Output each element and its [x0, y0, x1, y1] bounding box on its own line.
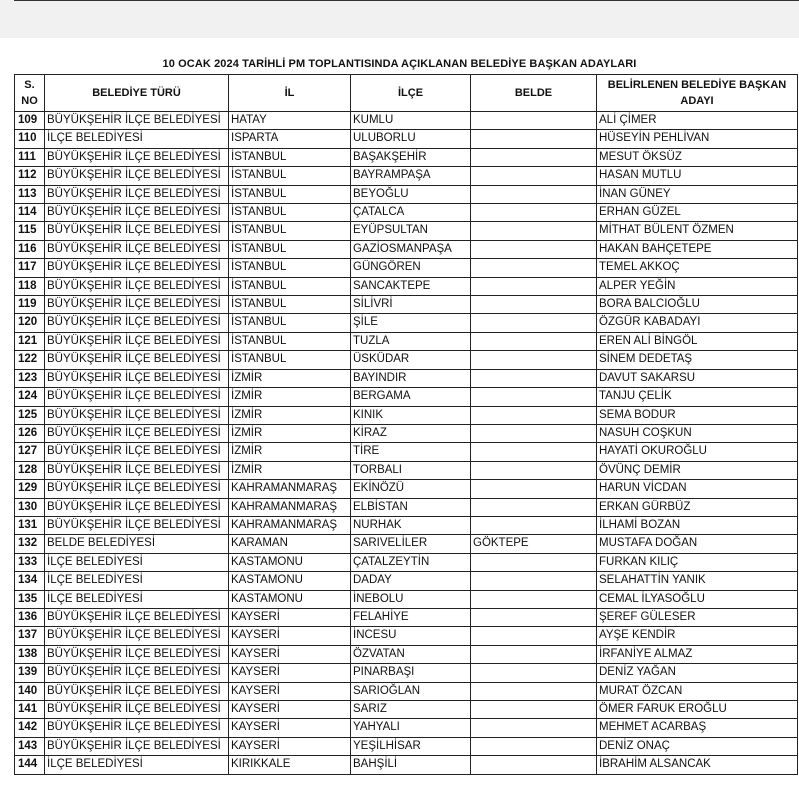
- table-row: [15, 388, 798, 406]
- table-row: [15, 296, 798, 314]
- cell-type: BÜYÜKŞEHİR İLÇE BELEDİYESİ: [45, 719, 229, 737]
- cell-aday: MEHMET ACARBAŞ: [597, 719, 798, 737]
- cell-belde: [471, 222, 597, 240]
- cell-type: BÜYÜKŞEHİR İLÇE BELEDİYESİ: [45, 240, 229, 258]
- cell-belde: [471, 664, 597, 682]
- cell-type: BÜYÜKŞEHİR İLÇE BELEDİYESİ: [45, 443, 229, 461]
- cell-aday: İBRAHİM ALSANCAK: [597, 756, 798, 774]
- table-row: [15, 590, 798, 608]
- cell-type: İLÇE BELEDİYESİ: [45, 590, 229, 608]
- cell-no: 114: [15, 204, 45, 222]
- cell-ilce: SARIZ: [351, 701, 471, 719]
- table-row: [15, 682, 798, 700]
- cell-aday: ERKAN GÜRBÜZ: [597, 498, 798, 516]
- cell-ilce: ULUBORLU: [351, 130, 471, 148]
- cell-il: KASTAMONU: [229, 590, 351, 608]
- cell-il: KAYSERİ: [229, 719, 351, 737]
- cell-il: KAYSERİ: [229, 737, 351, 755]
- cell-aday: MESUT ÖKSÜZ: [597, 148, 798, 166]
- cell-belde: [471, 296, 597, 314]
- cell-aday: HARUN VİCDAN: [597, 480, 798, 498]
- cell-il: ISPARTA: [229, 130, 351, 148]
- cell-belde: [471, 130, 597, 148]
- cell-aday: TEMEL AKKOÇ: [597, 259, 798, 277]
- header-belde: BELDE: [471, 75, 597, 112]
- cell-il: KAYSERİ: [229, 627, 351, 645]
- cell-aday: DENİZ ONAÇ: [597, 737, 798, 755]
- cell-no: 115: [15, 222, 45, 240]
- cell-aday: İLHAMİ BOZAN: [597, 516, 798, 534]
- cell-belde: [471, 443, 597, 461]
- cell-aday: AYŞE KENDİR: [597, 627, 798, 645]
- table-row: [15, 222, 798, 240]
- cell-il: İSTANBUL: [229, 222, 351, 240]
- cell-belde: [471, 369, 597, 387]
- cell-no: 119: [15, 296, 45, 314]
- cell-ilce: YEŞİLHİSAR: [351, 737, 471, 755]
- top-margin: [0, 0, 799, 38]
- cell-ilce: KİRAZ: [351, 424, 471, 442]
- table-row: [15, 516, 798, 534]
- table-row: [15, 443, 798, 461]
- cell-belde: [471, 737, 597, 755]
- cell-no: 110: [15, 130, 45, 148]
- cell-no: 125: [15, 406, 45, 424]
- cell-ilce: ELBİSTAN: [351, 498, 471, 516]
- cell-il: İSTANBUL: [229, 148, 351, 166]
- cell-ilce: BAYINDIR: [351, 369, 471, 387]
- cell-no: 140: [15, 682, 45, 700]
- cell-belde: [471, 112, 597, 130]
- cell-belde: [471, 572, 597, 590]
- cell-ilce: KUMLU: [351, 112, 471, 130]
- cell-no: 128: [15, 461, 45, 479]
- table-row: [15, 719, 798, 737]
- cell-il: İSTANBUL: [229, 240, 351, 258]
- cell-no: 112: [15, 167, 45, 185]
- cell-belde: [471, 167, 597, 185]
- cell-ilce: İNEBOLU: [351, 590, 471, 608]
- table-row: [15, 480, 798, 498]
- cell-il: İZMİR: [229, 461, 351, 479]
- cell-aday: FURKAN KILIÇ: [597, 553, 798, 571]
- cell-aday: ALPER YEĞİN: [597, 277, 798, 295]
- cell-ilce: GAZİOSMANPAŞA: [351, 240, 471, 258]
- table-row: [15, 130, 798, 148]
- cell-ilce: PINARBAŞI: [351, 664, 471, 682]
- cell-belde: [471, 277, 597, 295]
- cell-il: İSTANBUL: [229, 296, 351, 314]
- cell-type: İLÇE BELEDİYESİ: [45, 756, 229, 774]
- cell-type: BÜYÜKŞEHİR İLÇE BELEDİYESİ: [45, 148, 229, 166]
- cell-ilce: GÜNGÖREN: [351, 259, 471, 277]
- cell-belde: [471, 351, 597, 369]
- table-row: [15, 627, 798, 645]
- cell-ilce: İNCESU: [351, 627, 471, 645]
- cell-il: İSTANBUL: [229, 277, 351, 295]
- cell-aday: HAKAN BAHÇETEPE: [597, 240, 798, 258]
- cell-aday: SEMA BODUR: [597, 406, 798, 424]
- cell-il: KASTAMONU: [229, 572, 351, 590]
- cell-belde: [471, 259, 597, 277]
- cell-ilce: BEYOĞLU: [351, 185, 471, 203]
- cell-il: KAHRAMANMARAŞ: [229, 498, 351, 516]
- cell-ilce: SİLİVRİ: [351, 296, 471, 314]
- cell-aday: DENİZ YAĞAN: [597, 664, 798, 682]
- cell-aday: SELAHATTİN YANIK: [597, 572, 798, 590]
- cell-aday: SİNEM DEDETAŞ: [597, 351, 798, 369]
- cell-ilce: BAYRAMPAŞA: [351, 167, 471, 185]
- table-row: [15, 259, 798, 277]
- header-il: İL: [229, 75, 351, 112]
- cell-no: 127: [15, 443, 45, 461]
- cell-belde: [471, 424, 597, 442]
- cell-il: İSTANBUL: [229, 351, 351, 369]
- cell-type: BÜYÜKŞEHİR İLÇE BELEDİYESİ: [45, 388, 229, 406]
- cell-no: 136: [15, 608, 45, 626]
- cell-no: 142: [15, 719, 45, 737]
- cell-type: BÜYÜKŞEHİR İLÇE BELEDİYESİ: [45, 185, 229, 203]
- cell-type: BÜYÜKŞEHİR İLÇE BELEDİYESİ: [45, 277, 229, 295]
- table-row: [15, 167, 798, 185]
- table-row: [15, 756, 798, 774]
- cell-type: BÜYÜKŞEHİR İLÇE BELEDİYESİ: [45, 204, 229, 222]
- cell-aday: İNAN GÜNEY: [597, 185, 798, 203]
- cell-belde: [471, 516, 597, 534]
- cell-no: 129: [15, 480, 45, 498]
- cell-no: 135: [15, 590, 45, 608]
- table-row: [15, 535, 798, 553]
- cell-aday: ŞEREF GÜLESER: [597, 608, 798, 626]
- cell-il: HATAY: [229, 112, 351, 130]
- cell-type: BÜYÜKŞEHİR İLÇE BELEDİYESİ: [45, 167, 229, 185]
- cell-il: KAYSERİ: [229, 608, 351, 626]
- cell-ilce: BAHŞİLİ: [351, 756, 471, 774]
- cell-ilce: BERGAMA: [351, 388, 471, 406]
- cell-belde: [471, 553, 597, 571]
- table-row: [15, 204, 798, 222]
- cell-type: BÜYÜKŞEHİR İLÇE BELEDİYESİ: [45, 222, 229, 240]
- cell-il: KIRIKKALE: [229, 756, 351, 774]
- cell-il: KAYSERİ: [229, 664, 351, 682]
- cell-aday: TANJU ÇELİK: [597, 388, 798, 406]
- cell-belde: [471, 701, 597, 719]
- cell-belde: [471, 240, 597, 258]
- cell-no: 132: [15, 535, 45, 553]
- table-row: [15, 314, 798, 332]
- cell-aday: BORA BALCIOĞLU: [597, 296, 798, 314]
- cell-ilce: FELAHİYE: [351, 608, 471, 626]
- cell-ilce: NURHAK: [351, 516, 471, 534]
- cell-belde: [471, 388, 597, 406]
- cell-ilce: SANCAKTEPE: [351, 277, 471, 295]
- cell-il: İSTANBUL: [229, 204, 351, 222]
- cell-type: BÜYÜKŞEHİR İLÇE BELEDİYESİ: [45, 627, 229, 645]
- cell-belde: [471, 204, 597, 222]
- table-row: [15, 498, 798, 516]
- cell-type: İLÇE BELEDİYESİ: [45, 572, 229, 590]
- cell-aday: CEMAL İLYASOĞLU: [597, 590, 798, 608]
- cell-aday: ERHAN GÜZEL: [597, 204, 798, 222]
- cell-belde: [471, 756, 597, 774]
- header-no: S. NO: [15, 75, 45, 112]
- cell-il: KAHRAMANMARAŞ: [229, 480, 351, 498]
- table-row: [15, 112, 798, 130]
- cell-ilce: ÜSKÜDAR: [351, 351, 471, 369]
- table-row: [15, 240, 798, 258]
- cell-ilce: BAŞAKŞEHİR: [351, 148, 471, 166]
- cell-no: 126: [15, 424, 45, 442]
- cell-belde: [471, 682, 597, 700]
- cell-ilce: TORBALI: [351, 461, 471, 479]
- cell-aday: ÖMER FARUK EROĞLU: [597, 701, 798, 719]
- cell-type: BÜYÜKŞEHİR İLÇE BELEDİYESİ: [45, 645, 229, 663]
- cell-il: İZMİR: [229, 369, 351, 387]
- cell-no: 137: [15, 627, 45, 645]
- table-row: [15, 185, 798, 203]
- header-ilce: İLÇE: [351, 75, 471, 112]
- cell-il: İZMİR: [229, 388, 351, 406]
- cell-type: BÜYÜKŞEHİR İLÇE BELEDİYESİ: [45, 516, 229, 534]
- table-row: [15, 608, 798, 626]
- cell-aday: DAVUT SAKARSU: [597, 369, 798, 387]
- cell-type: BÜYÜKŞEHİR İLÇE BELEDİYESİ: [45, 296, 229, 314]
- cell-type: BÜYÜKŞEHİR İLÇE BELEDİYESİ: [45, 498, 229, 516]
- cell-no: 111: [15, 148, 45, 166]
- cell-no: 116: [15, 240, 45, 258]
- cell-aday: HASAN MUTLU: [597, 167, 798, 185]
- cell-ilce: ÇATALZEYTİN: [351, 553, 471, 571]
- cell-belde: [471, 185, 597, 203]
- cell-ilce: SARIOĞLAN: [351, 682, 471, 700]
- cell-belde: [471, 590, 597, 608]
- header-aday: BELİRLENEN BELEDİYE BAŞKAN ADAYI: [597, 75, 798, 112]
- cell-no: 117: [15, 259, 45, 277]
- cell-ilce: TUZLA: [351, 332, 471, 350]
- cell-il: İZMİR: [229, 424, 351, 442]
- cell-type: İLÇE BELEDİYESİ: [45, 130, 229, 148]
- cell-no: 131: [15, 516, 45, 534]
- cell-il: İSTANBUL: [229, 332, 351, 350]
- header-type: BELEDİYE TÜRÜ: [45, 75, 229, 112]
- cell-no: 130: [15, 498, 45, 516]
- cell-type: BÜYÜKŞEHİR İLÇE BELEDİYESİ: [45, 259, 229, 277]
- document-page: [0, 38, 799, 799]
- cell-type: BÜYÜKŞEHİR İLÇE BELEDİYESİ: [45, 701, 229, 719]
- cell-belde: [471, 461, 597, 479]
- cell-belde: [471, 498, 597, 516]
- cell-ilce: KINIK: [351, 406, 471, 424]
- cell-type: BÜYÜKŞEHİR İLÇE BELEDİYESİ: [45, 112, 229, 130]
- cell-type: BELDE BELEDİYESİ: [45, 535, 229, 553]
- cell-aday: MURAT ÖZCAN: [597, 682, 798, 700]
- cell-belde: GÖKTEPE: [471, 535, 597, 553]
- cell-ilce: ÖZVATAN: [351, 645, 471, 663]
- cell-il: İSTANBUL: [229, 259, 351, 277]
- cell-belde: [471, 480, 597, 498]
- cell-aday: ALİ ÇİMER: [597, 112, 798, 130]
- cell-belde: [471, 332, 597, 350]
- cell-belde: [471, 645, 597, 663]
- cell-ilce: YAHYALI: [351, 719, 471, 737]
- cell-no: 123: [15, 369, 45, 387]
- cell-il: İSTANBUL: [229, 314, 351, 332]
- cell-no: 124: [15, 388, 45, 406]
- table-row: [15, 461, 798, 479]
- cell-no: 118: [15, 277, 45, 295]
- table-row: [15, 664, 798, 682]
- table-row: [15, 572, 798, 590]
- cell-aday: HÜSEYİN PEHLİVAN: [597, 130, 798, 148]
- cell-il: KAHRAMANMARAŞ: [229, 516, 351, 534]
- cell-type: BÜYÜKŞEHİR İLÇE BELEDİYESİ: [45, 424, 229, 442]
- table-row: [15, 701, 798, 719]
- cell-ilce: EYÜPSULTAN: [351, 222, 471, 240]
- cell-no: 144: [15, 756, 45, 774]
- cell-il: KAYSERİ: [229, 682, 351, 700]
- table-row: [15, 406, 798, 424]
- document-title: 10 OCAK 2024 TARİHLİ PM TOPLANTISINDA AÇIKLANAN BELEDİYE BAŞKAN ADAYLARI: [162, 58, 637, 70]
- cell-type: BÜYÜKŞEHİR İLÇE BELEDİYESİ: [45, 608, 229, 626]
- cell-il: İSTANBUL: [229, 185, 351, 203]
- cell-ilce: TİRE: [351, 443, 471, 461]
- cell-belde: [471, 608, 597, 626]
- cell-type: BÜYÜKŞEHİR İLÇE BELEDİYESİ: [45, 664, 229, 682]
- table-row: [15, 424, 798, 442]
- table-row: [15, 351, 798, 369]
- table-row: [15, 553, 798, 571]
- cell-ilce: SARIVELİLER: [351, 535, 471, 553]
- cell-il: İSTANBUL: [229, 167, 351, 185]
- cell-no: 121: [15, 332, 45, 350]
- cell-ilce: DADAY: [351, 572, 471, 590]
- cell-il: İZMİR: [229, 443, 351, 461]
- cell-no: 134: [15, 572, 45, 590]
- cell-type: BÜYÜKŞEHİR İLÇE BELEDİYESİ: [45, 682, 229, 700]
- cell-aday: ÖZGÜR KABADAYI: [597, 314, 798, 332]
- cell-no: 133: [15, 553, 45, 571]
- table-header-row: [15, 75, 798, 112]
- table-row: [15, 332, 798, 350]
- cell-type: BÜYÜKŞEHİR İLÇE BELEDİYESİ: [45, 406, 229, 424]
- cell-il: KAYSERİ: [229, 701, 351, 719]
- cell-no: 120: [15, 314, 45, 332]
- table-row: [15, 148, 798, 166]
- cell-belde: [471, 148, 597, 166]
- candidate-table: [14, 74, 798, 775]
- cell-belde: [471, 314, 597, 332]
- cell-no: 143: [15, 737, 45, 755]
- cell-aday: MUSTAFA DOĞAN: [597, 535, 798, 553]
- cell-type: BÜYÜKŞEHİR İLÇE BELEDİYESİ: [45, 480, 229, 498]
- cell-type: BÜYÜKŞEHİR İLÇE BELEDİYESİ: [45, 351, 229, 369]
- cell-no: 139: [15, 664, 45, 682]
- cell-aday: ÖVÜNÇ DEMİR: [597, 461, 798, 479]
- table-row: [15, 277, 798, 295]
- cell-aday: HAYATİ OKUROĞLU: [597, 443, 798, 461]
- cell-type: BÜYÜKŞEHİR İLÇE BELEDİYESİ: [45, 314, 229, 332]
- top-rule: [14, 0, 799, 1]
- cell-type: BÜYÜKŞEHİR İLÇE BELEDİYESİ: [45, 369, 229, 387]
- cell-ilce: ÇATALCA: [351, 204, 471, 222]
- cell-type: BÜYÜKŞEHİR İLÇE BELEDİYESİ: [45, 332, 229, 350]
- cell-aday: İRFANİYE ALMAZ: [597, 645, 798, 663]
- table-row: [15, 369, 798, 387]
- cell-il: KARAMAN: [229, 535, 351, 553]
- cell-belde: [471, 719, 597, 737]
- cell-il: İZMİR: [229, 406, 351, 424]
- cell-belde: [471, 627, 597, 645]
- cell-belde: [471, 406, 597, 424]
- cell-no: 109: [15, 112, 45, 130]
- cell-type: BÜYÜKŞEHİR İLÇE BELEDİYESİ: [45, 737, 229, 755]
- cell-no: 122: [15, 351, 45, 369]
- cell-type: İLÇE BELEDİYESİ: [45, 553, 229, 571]
- table-row: [15, 645, 798, 663]
- cell-il: KASTAMONU: [229, 553, 351, 571]
- cell-no: 113: [15, 185, 45, 203]
- table-row: [15, 737, 798, 755]
- cell-no: 138: [15, 645, 45, 663]
- cell-il: KAYSERİ: [229, 645, 351, 663]
- cell-no: 141: [15, 701, 45, 719]
- cell-ilce: ŞİLE: [351, 314, 471, 332]
- cell-ilce: EKİNÖZÜ: [351, 480, 471, 498]
- cell-aday: EREN ALİ BİNGÖL: [597, 332, 798, 350]
- cell-aday: NASUH COŞKUN: [597, 424, 798, 442]
- cell-aday: MİTHAT BÜLENT ÖZMEN: [597, 222, 798, 240]
- table-body: [15, 112, 798, 775]
- cell-type: BÜYÜKŞEHİR İLÇE BELEDİYESİ: [45, 461, 229, 479]
